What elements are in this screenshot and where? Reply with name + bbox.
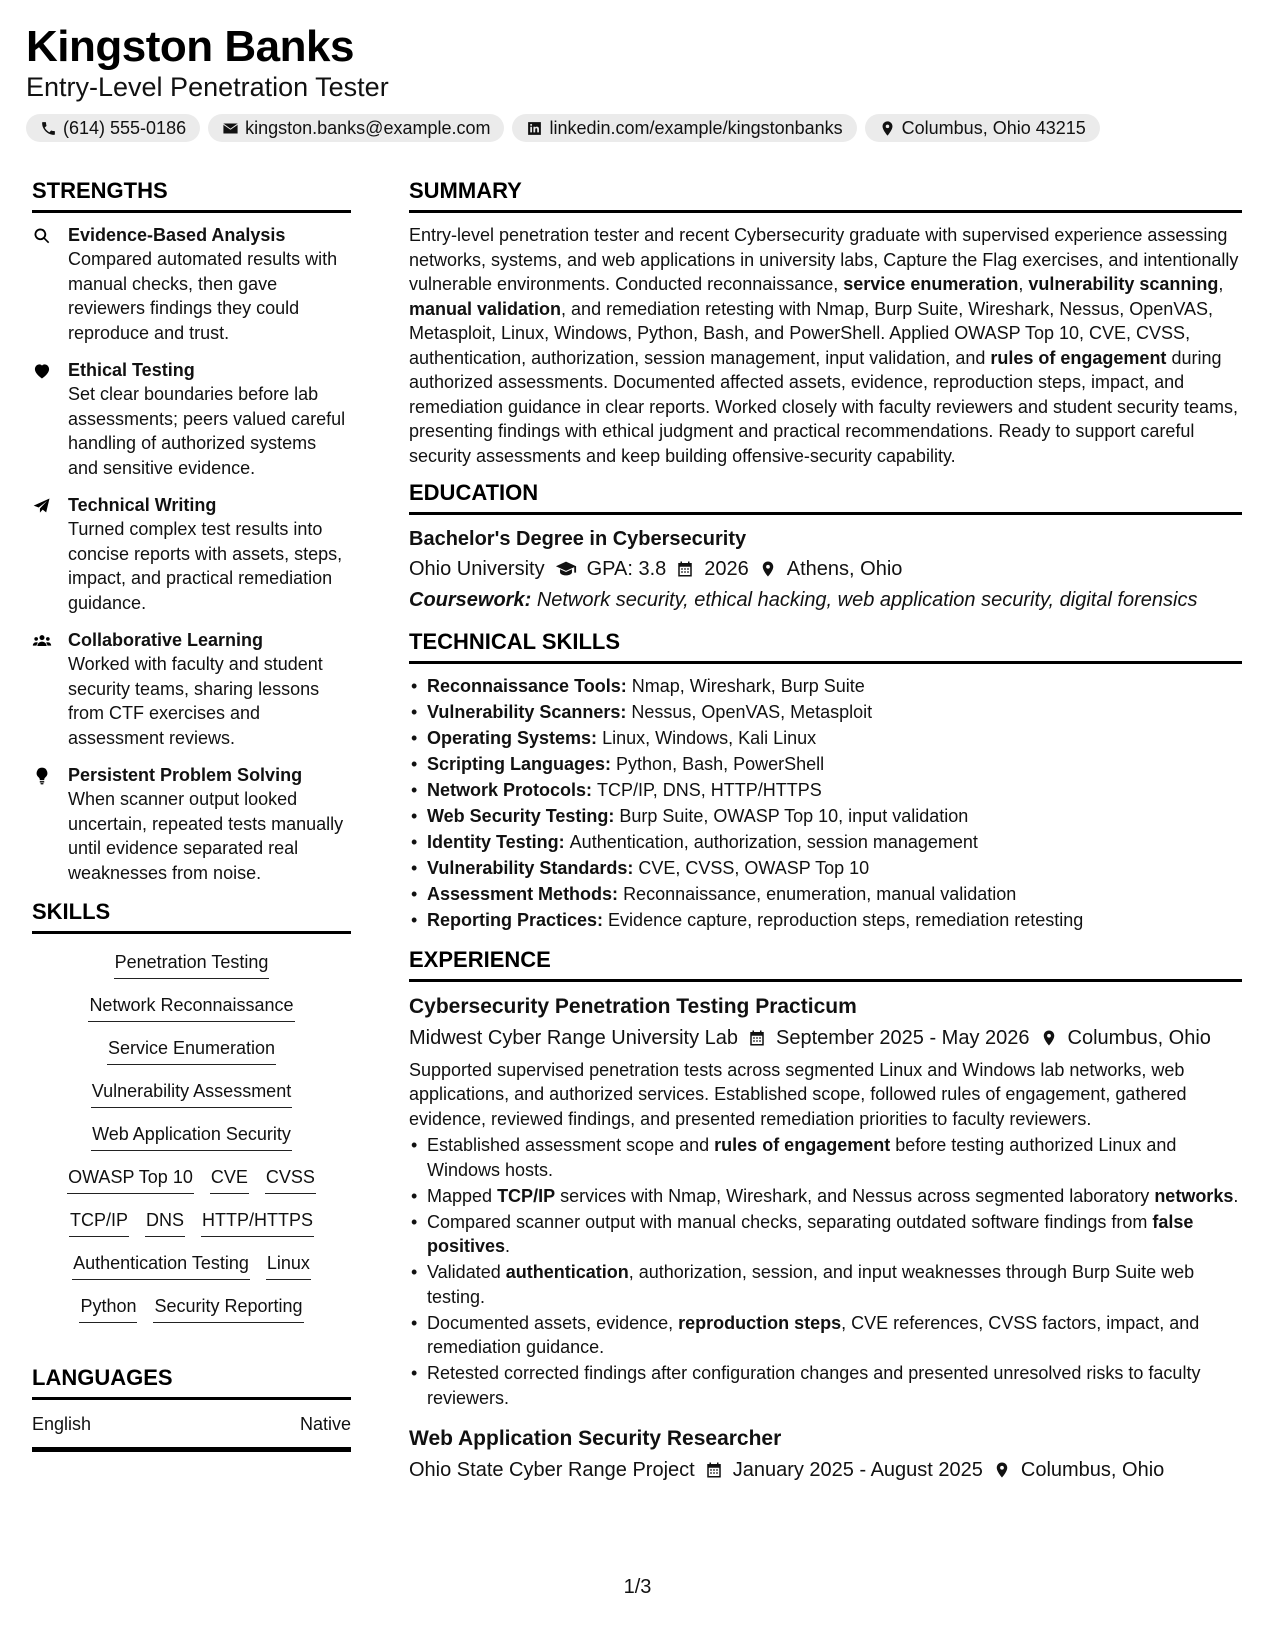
technical-skills-list <box>409 674 1242 933</box>
skill-tag-row <box>69 1206 314 1237</box>
technical-skill-label: Assessment Methods: <box>427 884 624 904</box>
candidate-title: Entry-Level Penetration Tester <box>26 72 389 102</box>
skill-tag: Network Reconnaissance <box>88 991 294 1022</box>
job-bullet <box>409 1361 1242 1410</box>
skill-tag: Authentication Testing <box>72 1249 250 1280</box>
emphasis-text: reproduction steps <box>678 1312 842 1333</box>
emphasis-text: manual validation <box>409 298 562 319</box>
job-bullet <box>409 1210 1242 1259</box>
job-dates: September 2025 - May 2026 <box>776 1026 1030 1049</box>
strength-item <box>32 763 351 885</box>
left-column <box>32 178 351 1452</box>
calendar-icon <box>676 560 694 578</box>
body-text: , and remediation retesting with Nmap, Burp Suite, Wireshark, Nessus, OpenVAS, Metasploit, Linux, Windows, Python, Bash, and PowerShell. Applied OWASP Top 10, CVE, CVSS, authentication, authorization, session management, input validation, and <box>409 298 1214 368</box>
skill-tag-row <box>91 1077 292 1108</box>
emphasis-text: rules of engagement <box>990 347 1167 368</box>
body-text: Mapped <box>427 1185 498 1206</box>
job-dates: January 2025 - August 2025 <box>732 1459 983 1481</box>
skills-heading: SKILLS <box>32 899 351 934</box>
technical-skill-label: Vulnerability Standards: <box>427 858 639 878</box>
email-contact[interactable] <box>208 114 504 142</box>
technical-skill-label: Scripting Languages: <box>427 754 617 774</box>
skill-tag: Security Reporting <box>153 1292 303 1323</box>
body-text: . <box>505 1236 511 1256</box>
skill-tag-row <box>91 1120 292 1151</box>
gpa-text: GPA: 3.8 <box>586 558 667 580</box>
strength-title: Persistent Problem Solving <box>68 765 303 785</box>
emphasis-text: networks <box>1154 1185 1234 1206</box>
job-bullet <box>409 1260 1242 1309</box>
technical-skill-item <box>409 830 1242 855</box>
body-text: Validated <box>427 1262 506 1282</box>
job-meta <box>409 1022 1242 1054</box>
skill-tag: Penetration Testing <box>114 948 270 979</box>
calendar-icon <box>705 1461 723 1479</box>
language-row <box>32 1414 351 1452</box>
technical-skill-label: Web Security Testing: <box>427 806 620 826</box>
skill-tag: CVSS <box>265 1163 316 1194</box>
map-pin-icon <box>1040 1029 1058 1047</box>
job-location: Columbus, Ohio <box>1020 1459 1165 1481</box>
technical-skill-value: Nessus, OpenVAS, Metasploit <box>631 702 873 722</box>
phone-text: (614) 555-0186 <box>63 117 187 138</box>
body-text: before testing authorized Linux and Windows hosts. <box>427 1135 1177 1180</box>
lightbulb-icon <box>32 766 52 786</box>
education-meta <box>409 553 1242 585</box>
technical-skill-label: Reporting Practices: <box>427 910 609 930</box>
skill-tag: DNS <box>145 1206 185 1237</box>
technical-skill-item <box>409 882 1242 907</box>
skill-tag-row <box>79 1292 303 1323</box>
candidate-name: Kingston Banks <box>26 22 354 71</box>
job-bullet <box>409 1133 1242 1182</box>
technical-skill-value: Burp Suite, OWASP Top 10, input validation <box>619 806 969 826</box>
emphasis-text: authentication <box>505 1262 629 1282</box>
body-text: , CVE references, CVSS factors, impact, and remediation guidance. <box>427 1312 1200 1357</box>
technical-skill-value: Nmap, Wireshark, Burp Suite <box>631 676 865 696</box>
technical-skill-item <box>409 726 1242 751</box>
technical-skill-value: Linux, Windows, Kali Linux <box>602 728 817 748</box>
strength-title: Ethical Testing <box>68 360 195 380</box>
skill-tag: Python <box>79 1292 137 1323</box>
skills-tag-cloud <box>32 944 351 1323</box>
body-text: , authorization, session, and input weaknesses through Burp Suite web testing. <box>427 1262 1195 1307</box>
users-icon <box>32 631 52 651</box>
body-text: Documented assets, evidence, <box>427 1312 679 1333</box>
technical-skill-label: Reconnaissance Tools: <box>427 676 632 696</box>
skill-tag-row <box>67 1163 316 1194</box>
paper-plane-icon <box>32 496 52 516</box>
strength-desc: Worked with faculty and student security teams, sharing lessons from CTF exercises and assessment reviews. <box>68 654 323 748</box>
strengths-heading: STRENGTHS <box>32 178 351 213</box>
technical-skill-value: TCP/IP, DNS, HTTP/HTTPS <box>597 780 822 800</box>
language-level: Native <box>299 1414 351 1434</box>
job-title: Web Application Security Researcher <box>409 1427 782 1450</box>
strength-title: Collaborative Learning <box>68 630 264 650</box>
emphasis-text: service enumeration <box>843 274 1019 294</box>
education-heading: EDUCATION <box>409 480 1242 515</box>
envelope-icon <box>222 120 239 137</box>
skill-tag: HTTP/HTTPS <box>201 1206 314 1237</box>
skill-tag-row <box>72 1249 311 1280</box>
coursework-line <box>409 585 1242 615</box>
search-icon <box>32 226 52 246</box>
skill-tag-row <box>88 991 294 1022</box>
strength-item <box>32 358 351 480</box>
strength-desc: Compared automated results with manual checks, then gave reviewers findings they could reproduce and trust. <box>68 249 338 343</box>
heart-icon <box>32 361 52 381</box>
technical-skill-value: Evidence capture, reproduction steps, remediation retesting <box>608 910 1084 930</box>
technical-skill-item <box>409 778 1242 803</box>
coursework-text: Network security, ethical hacking, web application security, digital forensics <box>536 589 1198 611</box>
graduation-year: 2026 <box>704 558 749 580</box>
skill-tag: CVE <box>210 1163 249 1194</box>
degree-title: Bachelor's Degree in Cybersecurity <box>409 528 747 550</box>
technical-skill-value: Python, Bash, PowerShell <box>616 754 825 774</box>
coursework-label: Coursework: <box>409 589 532 611</box>
body-text: , <box>1218 274 1224 294</box>
education-location: Athens, Ohio <box>786 558 903 580</box>
technical-skill-label: Network Protocols: <box>427 780 598 800</box>
strength-title: Evidence-Based Analysis <box>68 225 286 245</box>
body-text: , <box>1018 274 1029 294</box>
school-name: Ohio University <box>409 558 545 580</box>
graduation-cap-icon <box>555 558 577 580</box>
technical-skill-item <box>409 752 1242 777</box>
contact-bar <box>26 114 1100 142</box>
job-title: Cybersecurity Penetration Testing Practicum <box>409 994 857 1018</box>
skill-tag: OWASP Top 10 <box>67 1163 194 1194</box>
skill-tag-row <box>107 1034 276 1065</box>
technical-skill-item <box>409 804 1242 829</box>
job-bullets <box>409 1133 1242 1410</box>
languages-heading: LANGUAGES <box>32 1365 351 1400</box>
email-text: kingston.banks@example.com <box>245 117 491 138</box>
job-bullet <box>409 1311 1242 1360</box>
location-text: Columbus, Ohio 43215 <box>901 117 1086 138</box>
technical-skill-label: Identity Testing: <box>427 832 570 852</box>
skill-tag: Service Enumeration <box>107 1034 276 1065</box>
page-number: 1/3 <box>623 1576 652 1598</box>
emphasis-text: vulnerability scanning <box>1028 274 1219 294</box>
technical-skill-item <box>409 908 1242 933</box>
skill-tag: Web Application Security <box>91 1120 292 1151</box>
skill-tag: Linux <box>266 1249 311 1280</box>
job-bullet <box>409 1184 1242 1209</box>
technical-skill-label: Operating Systems: <box>427 728 603 748</box>
phone-icon <box>40 120 57 137</box>
linkedin-contact[interactable] <box>512 114 856 142</box>
location-contact <box>865 114 1100 142</box>
job-description: Supported supervised penetration tests across segmented Linux and Windows lab networks, web applications, and authorized services. Established scope, followed rules of engagement, gathered evidence, reviewed findings, and presented remediation priorities to faculty reviewers. <box>409 1059 1187 1129</box>
technical-skill-value: Reconnaissance, enumeration, manual validation <box>623 884 1017 904</box>
strength-title: Technical Writing <box>68 495 217 515</box>
body-text: during authorized assessments. Documented affected assets, evidence, reproduction steps, impact, and remediation guidance in clear reports. Worked closely with faculty reviewers and student security teams, presenting findings with ethical judgment and practical recommendations. Ready to support careful security assessments and keep building offensive-security capability. <box>409 347 1239 466</box>
job-meta <box>409 1454 1242 1486</box>
strength-item <box>32 493 351 615</box>
job-org: Ohio State Cyber Range Project <box>409 1459 695 1481</box>
technical-skill-value: CVE, CVSS, OWASP Top 10 <box>638 858 870 878</box>
technical-skill-label: Vulnerability Scanners: <box>427 702 632 722</box>
skill-tag: Vulnerability Assessment <box>91 1077 292 1108</box>
summary-text <box>409 223 1242 468</box>
body-text: services with Nmap, Wireshark, and Nessus across segmented laboratory <box>555 1185 1155 1206</box>
emphasis-text: TCP/IP <box>497 1185 556 1206</box>
calendar-icon <box>748 1029 766 1047</box>
body-text: Entry-level penetration tester and recent Cybersecurity graduate with supervised experience assessing networks, systems, and web applications in university labs, Capture the Flag exercises, and intentionally vulnerable environments. Conducted reconnaissance, <box>409 225 1239 294</box>
skill-tag: TCP/IP <box>69 1206 129 1237</box>
technical-skills-heading: TECHNICAL SKILLS <box>409 629 1242 664</box>
linkedin-text: linkedin.com/example/kingstonbanks <box>549 117 843 138</box>
right-column <box>409 178 1242 1486</box>
strength-item <box>32 628 351 750</box>
language-name: English <box>32 1414 92 1434</box>
map-pin-icon <box>879 120 896 137</box>
phone-contact[interactable] <box>26 114 200 142</box>
job-location: Columbus, Ohio <box>1067 1026 1211 1049</box>
strength-desc: When scanner output looked uncertain, repeated tests manually until evidence separated real weaknesses from noise. <box>68 789 344 883</box>
map-pin-icon <box>759 560 777 578</box>
emphasis-text: false positives <box>427 1211 1194 1256</box>
body-text: Compared scanner output with manual checks, separating outdated software findings from <box>427 1211 1153 1232</box>
technical-skill-item <box>409 700 1242 725</box>
linkedin-icon <box>526 120 543 137</box>
skill-tag-row <box>114 948 270 979</box>
strength-item <box>32 223 351 345</box>
emphasis-text: rules of engagement <box>714 1135 891 1155</box>
technical-skill-item <box>409 856 1242 881</box>
body-text: . <box>1233 1185 1239 1206</box>
strength-desc: Turned complex test results into concise reports with assets, steps, impact, and practical remediation guidance. <box>68 519 343 613</box>
technical-skill-item <box>409 674 1242 699</box>
experience-heading: EXPERIENCE <box>409 947 1242 982</box>
body-text: Retested corrected findings after configuration changes and presented unresolved risks to faculty reviewers. <box>427 1363 1201 1408</box>
summary-heading: SUMMARY <box>409 178 1242 213</box>
strength-desc: Set clear boundaries before lab assessments; peers valued careful handling of authorized systems and sensitive evidence. <box>68 384 346 478</box>
body-text: Established assessment scope and <box>427 1135 715 1155</box>
technical-skill-value: Authentication, authorization, session management <box>569 832 978 852</box>
map-pin-icon <box>993 1461 1011 1479</box>
job-org: Midwest Cyber Range University Lab <box>409 1026 739 1049</box>
